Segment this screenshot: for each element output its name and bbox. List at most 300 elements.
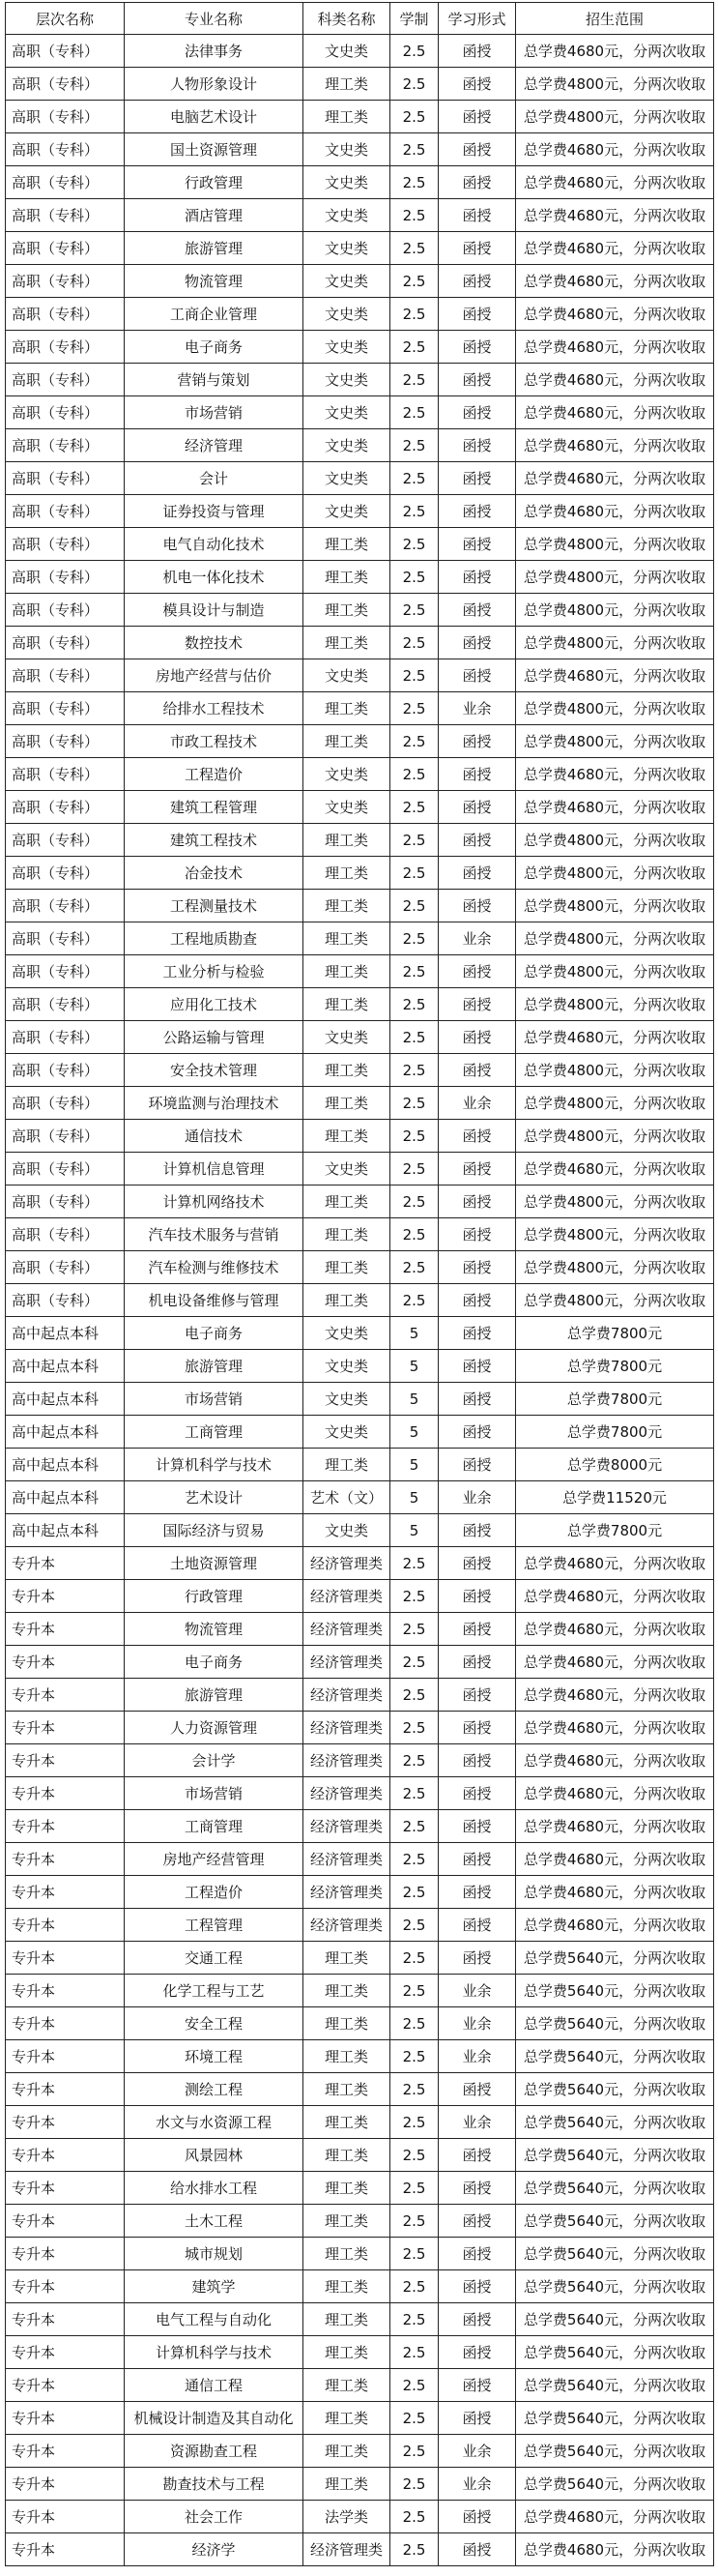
table-row	[6, 1712, 714, 1744]
cell-level: 高职（专科）	[6, 1218, 125, 1251]
cell-years: 2.5	[390, 1087, 439, 1120]
cell-major: 公路运输与管理	[125, 1021, 303, 1054]
cell-major: 经济学	[125, 2533, 303, 2566]
cell-major: 社会工作	[125, 2501, 303, 2533]
header-level: 层次名称	[6, 3, 125, 35]
cell-major: 交通工程	[125, 1942, 303, 1975]
cell-years: 2.5	[390, 68, 439, 101]
cell-scope: 总学费4680元，分两次收取	[516, 1646, 714, 1679]
table-row	[6, 1777, 714, 1810]
cell-major: 市政工程技术	[125, 725, 303, 758]
cell-level: 高职（专科）	[6, 594, 125, 627]
cell-major: 环境监测与治理技术	[125, 1087, 303, 1120]
cell-major: 勘查技术与工程	[125, 2468, 303, 2501]
cell-major: 行政管理	[125, 166, 303, 199]
cell-scope: 总学费5640元，分两次收取	[516, 2468, 714, 2501]
cell-category: 文史类	[303, 35, 390, 68]
cell-major: 人物形象设计	[125, 68, 303, 101]
cell-years: 2.5	[390, 265, 439, 298]
cell-category: 理工类	[303, 101, 390, 133]
table-row	[6, 495, 714, 528]
cell-level: 专升本	[6, 2336, 125, 2369]
cell-major: 酒店管理	[125, 199, 303, 232]
cell-major: 工程造价	[125, 1876, 303, 1909]
cell-major: 工业分析与检验	[125, 955, 303, 988]
cell-category: 经济管理类	[303, 1744, 390, 1777]
cell-scope: 总学费5640元，分两次收取	[516, 1942, 714, 1975]
cell-category: 理工类	[303, 2303, 390, 2336]
cell-major: 市场营销	[125, 1383, 303, 1416]
cell-major: 电子商务	[125, 331, 303, 364]
cell-years: 2.5	[390, 2205, 439, 2238]
cell-form: 函授	[439, 2205, 516, 2238]
cell-years: 2.5	[390, 2533, 439, 2566]
cell-level: 高职（专科）	[6, 1251, 125, 1284]
cell-scope: 总学费4800元，分两次收取	[516, 561, 714, 594]
cell-scope: 总学费4680元，分两次收取	[516, 199, 714, 232]
cell-years: 2.5	[390, 331, 439, 364]
cell-major: 工商管理	[125, 1810, 303, 1843]
cell-scope: 总学费7800元	[516, 1514, 714, 1547]
cell-major: 营销与策划	[125, 364, 303, 396]
cell-level: 专升本	[6, 2435, 125, 2468]
cell-level: 高职（专科）	[6, 232, 125, 265]
cell-form: 业余	[439, 2106, 516, 2139]
cell-form: 函授	[439, 166, 516, 199]
cell-level: 高职（专科）	[6, 1087, 125, 1120]
cell-major: 工程地质勘查	[125, 922, 303, 955]
cell-scope: 总学费5640元，分两次收取	[516, 2106, 714, 2139]
cell-level: 高职（专科）	[6, 298, 125, 331]
cell-category: 文史类	[303, 331, 390, 364]
cell-category: 经济管理类	[303, 1679, 390, 1712]
cell-years: 2.5	[390, 528, 439, 561]
cell-scope: 总学费4680元，分两次收取	[516, 265, 714, 298]
cell-form: 函授	[439, 1416, 516, 1449]
cell-years: 2.5	[390, 1547, 439, 1580]
cell-major: 建筑工程技术	[125, 824, 303, 857]
table-row	[6, 1120, 714, 1153]
cell-major: 计算机科学与技术	[125, 2336, 303, 2369]
cell-major: 土木工程	[125, 2205, 303, 2238]
cell-scope: 总学费4800元，分两次收取	[516, 627, 714, 659]
table-row	[6, 1054, 714, 1087]
cell-level: 专升本	[6, 1843, 125, 1876]
table-row	[6, 101, 714, 133]
cell-years: 2.5	[390, 725, 439, 758]
table-row	[6, 35, 714, 68]
cell-years: 2.5	[390, 1284, 439, 1317]
cell-scope: 总学费4680元，分两次收取	[516, 1021, 714, 1054]
cell-form: 函授	[439, 1777, 516, 1810]
cell-scope: 总学费4800元，分两次收取	[516, 1120, 714, 1153]
cell-years: 2.5	[390, 2468, 439, 2501]
cell-form: 函授	[439, 1613, 516, 1646]
cell-level: 高职（专科）	[6, 429, 125, 462]
cell-major: 经济管理	[125, 429, 303, 462]
cell-level: 专升本	[6, 1580, 125, 1613]
table-row	[6, 2533, 714, 2566]
cell-scope: 总学费4680元，分两次收取	[516, 659, 714, 692]
cell-scope: 总学费4800元，分两次收取	[516, 857, 714, 890]
cell-category: 文史类	[303, 298, 390, 331]
cell-level: 专升本	[6, 2073, 125, 2106]
cell-form: 函授	[439, 429, 516, 462]
cell-form: 函授	[439, 364, 516, 396]
cell-scope: 总学费8000元	[516, 1449, 714, 1481]
cell-major: 工程管理	[125, 1909, 303, 1942]
cell-major: 机械设计制造及其自动化	[125, 2402, 303, 2435]
table-row	[6, 2402, 714, 2435]
table-row	[6, 1613, 714, 1646]
table-row	[6, 1087, 714, 1120]
cell-category: 理工类	[303, 1120, 390, 1153]
cell-years: 2.5	[390, 1909, 439, 1942]
cell-major: 工商管理	[125, 1416, 303, 1449]
cell-category: 文史类	[303, 429, 390, 462]
cell-level: 高职（专科）	[6, 988, 125, 1021]
cell-major: 旅游管理	[125, 1679, 303, 1712]
table-row	[6, 2468, 714, 2501]
cell-major: 旅游管理	[125, 232, 303, 265]
cell-major: 通信工程	[125, 2369, 303, 2402]
cell-form: 函授	[439, 1054, 516, 1087]
cell-form: 函授	[439, 1350, 516, 1383]
cell-category: 理工类	[303, 2270, 390, 2303]
table-row	[6, 1679, 714, 1712]
cell-form: 函授	[439, 1218, 516, 1251]
cell-major: 计算机科学与技术	[125, 1449, 303, 1481]
cell-level: 高职（专科）	[6, 199, 125, 232]
cell-major: 测绘工程	[125, 2073, 303, 2106]
cell-form: 函授	[439, 594, 516, 627]
table-row	[6, 1021, 714, 1054]
cell-major: 建筑工程管理	[125, 791, 303, 824]
table-row	[6, 2369, 714, 2402]
table-row	[6, 1547, 714, 1580]
table-row	[6, 2435, 714, 2468]
cell-major: 市场营销	[125, 396, 303, 429]
cell-major: 会计学	[125, 1744, 303, 1777]
cell-form: 函授	[439, 1712, 516, 1744]
cell-major: 安全工程	[125, 2007, 303, 2040]
cell-major: 电子商务	[125, 1646, 303, 1679]
cell-scope: 总学费5640元，分两次收取	[516, 2238, 714, 2270]
table-row	[6, 1843, 714, 1876]
cell-major: 城市规划	[125, 2238, 303, 2270]
table-row	[6, 429, 714, 462]
cell-category: 文史类	[303, 166, 390, 199]
cell-category: 理工类	[303, 627, 390, 659]
cell-years: 2.5	[390, 824, 439, 857]
cell-scope: 总学费4680元，分两次收取	[516, 1679, 714, 1712]
cell-major: 给水排水工程	[125, 2172, 303, 2205]
cell-years: 2.5	[390, 1218, 439, 1251]
cell-major: 汽车检测与维修技术	[125, 1251, 303, 1284]
cell-years: 2.5	[390, 101, 439, 133]
cell-scope: 总学费4800元，分两次收取	[516, 1087, 714, 1120]
cell-major: 安全技术管理	[125, 1054, 303, 1087]
cell-form: 函授	[439, 1317, 516, 1350]
cell-scope: 总学费4800元，分两次收取	[516, 1054, 714, 1087]
cell-years: 2.5	[390, 857, 439, 890]
cell-scope: 总学费5640元，分两次收取	[516, 2205, 714, 2238]
cell-major: 电气工程与自动化	[125, 2303, 303, 2336]
cell-category: 文史类	[303, 199, 390, 232]
cell-years: 2.5	[390, 1876, 439, 1909]
cell-scope: 总学费4680元，分两次收取	[516, 1744, 714, 1777]
cell-years: 2.5	[390, 890, 439, 922]
cell-form: 函授	[439, 2369, 516, 2402]
cell-level: 高职（专科）	[6, 364, 125, 396]
cell-scope: 总学费4800元，分两次收取	[516, 692, 714, 725]
cell-category: 理工类	[303, 68, 390, 101]
cell-major: 工商企业管理	[125, 298, 303, 331]
cell-form: 函授	[439, 2172, 516, 2205]
cell-form: 函授	[439, 101, 516, 133]
table-row	[6, 68, 714, 101]
cell-major: 市场营销	[125, 1777, 303, 1810]
table-row	[6, 1580, 714, 1613]
cell-years: 2.5	[390, 1580, 439, 1613]
table-row	[6, 2336, 714, 2369]
cell-category: 文史类	[303, 1021, 390, 1054]
cell-form: 函授	[439, 2402, 516, 2435]
cell-level: 专升本	[6, 2205, 125, 2238]
cell-years: 5	[390, 1350, 439, 1383]
table-row	[6, 1218, 714, 1251]
cell-level: 高职（专科）	[6, 462, 125, 495]
cell-major: 模具设计与制造	[125, 594, 303, 627]
cell-form: 函授	[439, 1251, 516, 1284]
cell-category: 理工类	[303, 2369, 390, 2402]
cell-years: 2.5	[390, 462, 439, 495]
cell-level: 高中起点本科	[6, 1481, 125, 1514]
cell-form: 函授	[439, 1547, 516, 1580]
cell-category: 理工类	[303, 2205, 390, 2238]
cell-scope: 总学费4680元，分两次收取	[516, 396, 714, 429]
table-row	[6, 199, 714, 232]
cell-category: 理工类	[303, 692, 390, 725]
cell-major: 艺术设计	[125, 1481, 303, 1514]
cell-level: 专升本	[6, 2007, 125, 2040]
cell-scope: 总学费4680元，分两次收取	[516, 133, 714, 166]
cell-scope: 总学费5640元，分两次收取	[516, 2402, 714, 2435]
cell-scope: 总学费7800元	[516, 1317, 714, 1350]
cell-form: 函授	[439, 1679, 516, 1712]
cell-level: 高职（专科）	[6, 331, 125, 364]
table-row	[6, 824, 714, 857]
cell-category: 经济管理类	[303, 1547, 390, 1580]
cell-form: 业余	[439, 692, 516, 725]
table-row	[6, 1383, 714, 1416]
table-row	[6, 133, 714, 166]
cell-years: 2.5	[390, 364, 439, 396]
cell-major: 计算机网络技术	[125, 1186, 303, 1218]
cell-years: 2.5	[390, 1153, 439, 1186]
cell-years: 2.5	[390, 1810, 439, 1843]
cell-scope: 总学费5640元，分两次收取	[516, 2435, 714, 2468]
cell-scope: 总学费4680元，分两次收取	[516, 331, 714, 364]
cell-level: 高职（专科）	[6, 758, 125, 791]
cell-category: 理工类	[303, 528, 390, 561]
cell-form: 函授	[439, 1449, 516, 1481]
cell-level: 高职（专科）	[6, 1120, 125, 1153]
cell-form: 函授	[439, 1744, 516, 1777]
cell-years: 2.5	[390, 396, 439, 429]
cell-form: 函授	[439, 725, 516, 758]
cell-level: 高职（专科）	[6, 396, 125, 429]
cell-level: 高职（专科）	[6, 1186, 125, 1218]
cell-level: 高职（专科）	[6, 495, 125, 528]
cell-level: 高中起点本科	[6, 1449, 125, 1481]
cell-form: 函授	[439, 1909, 516, 1942]
cell-form: 函授	[439, 1942, 516, 1975]
cell-category: 理工类	[303, 857, 390, 890]
cell-category: 文史类	[303, 1317, 390, 1350]
cell-category: 理工类	[303, 2007, 390, 2040]
cell-scope: 总学费4680元，分两次收取	[516, 791, 714, 824]
cell-major: 旅游管理	[125, 1350, 303, 1383]
cell-major: 计算机信息管理	[125, 1153, 303, 1186]
table-row	[6, 1514, 714, 1547]
cell-level: 高职（专科）	[6, 1284, 125, 1317]
cell-years: 2.5	[390, 133, 439, 166]
cell-years: 2.5	[390, 2238, 439, 2270]
cell-years: 2.5	[390, 298, 439, 331]
table-row	[6, 2040, 714, 2073]
table-row	[6, 758, 714, 791]
cell-scope: 总学费4800元，分两次收取	[516, 725, 714, 758]
cell-form: 函授	[439, 68, 516, 101]
cell-category: 理工类	[303, 1942, 390, 1975]
cell-form: 函授	[439, 2303, 516, 2336]
cell-major: 资源勘查工程	[125, 2435, 303, 2468]
table-row	[6, 2205, 714, 2238]
table-row	[6, 364, 714, 396]
cell-scope: 总学费5640元，分两次收取	[516, 1975, 714, 2007]
cell-scope: 总学费4680元，分两次收取	[516, 166, 714, 199]
table-row	[6, 2106, 714, 2139]
cell-level: 高职（专科）	[6, 692, 125, 725]
cell-level: 高中起点本科	[6, 1317, 125, 1350]
table-row	[6, 1646, 714, 1679]
cell-category: 文史类	[303, 462, 390, 495]
table-row	[6, 1416, 714, 1449]
cell-category: 文史类	[303, 659, 390, 692]
cell-form: 函授	[439, 1284, 516, 1317]
cell-scope: 总学费5640元，分两次收取	[516, 2303, 714, 2336]
cell-scope: 总学费4680元，分两次收取	[516, 1153, 714, 1186]
cell-level: 专升本	[6, 2501, 125, 2533]
cell-years: 2.5	[390, 791, 439, 824]
cell-level: 高职（专科）	[6, 659, 125, 692]
cell-scope: 总学费4680元，分两次收取	[516, 35, 714, 68]
table-row	[6, 1909, 714, 1942]
cell-category: 理工类	[303, 1218, 390, 1251]
cell-form: 业余	[439, 2007, 516, 2040]
table-row	[6, 1810, 714, 1843]
cell-form: 函授	[439, 758, 516, 791]
cell-level: 专升本	[6, 2270, 125, 2303]
cell-years: 2.5	[390, 2172, 439, 2205]
table-row	[6, 1186, 714, 1218]
cell-major: 工程测量技术	[125, 890, 303, 922]
cell-level: 高职（专科）	[6, 890, 125, 922]
table-row	[6, 561, 714, 594]
cell-form: 函授	[439, 1810, 516, 1843]
cell-years: 2.5	[390, 1744, 439, 1777]
table-row	[6, 462, 714, 495]
table-row	[6, 1449, 714, 1481]
cell-category: 理工类	[303, 2336, 390, 2369]
cell-category: 经济管理类	[303, 1777, 390, 1810]
cell-years: 2.5	[390, 199, 439, 232]
table-row	[6, 2303, 714, 2336]
cell-level: 专升本	[6, 1547, 125, 1580]
cell-level: 专升本	[6, 2172, 125, 2205]
cell-years: 2.5	[390, 35, 439, 68]
cell-category: 理工类	[303, 1186, 390, 1218]
table-row	[6, 2238, 714, 2270]
cell-level: 高职（专科）	[6, 133, 125, 166]
cell-category: 理工类	[303, 955, 390, 988]
cell-form: 函授	[439, 232, 516, 265]
cell-years: 5	[390, 1449, 439, 1481]
cell-major: 证券投资与管理	[125, 495, 303, 528]
cell-form: 函授	[439, 35, 516, 68]
cell-years: 2.5	[390, 232, 439, 265]
table-row	[6, 331, 714, 364]
cell-scope: 总学费4680元，分两次收取	[516, 758, 714, 791]
cell-years: 2.5	[390, 2369, 439, 2402]
table-row	[6, 2007, 714, 2040]
cell-level: 专升本	[6, 1777, 125, 1810]
cell-category: 理工类	[303, 594, 390, 627]
cell-form: 函授	[439, 1383, 516, 1416]
table-row	[6, 396, 714, 429]
cell-scope: 总学费4800元，分两次收取	[516, 594, 714, 627]
cell-scope: 总学费4800元，分两次收取	[516, 988, 714, 1021]
cell-years: 5	[390, 1481, 439, 1514]
cell-scope: 总学费4800元，分两次收取	[516, 528, 714, 561]
cell-category: 文史类	[303, 1383, 390, 1416]
cell-years: 2.5	[390, 166, 439, 199]
cell-level: 高职（专科）	[6, 68, 125, 101]
cell-scope: 总学费5640元，分两次收取	[516, 2139, 714, 2172]
cell-level: 专升本	[6, 2533, 125, 2566]
table-row	[6, 857, 714, 890]
cell-scope: 总学费4800元，分两次收取	[516, 1251, 714, 1284]
cell-category: 理工类	[303, 725, 390, 758]
cell-level: 专升本	[6, 1613, 125, 1646]
cell-category: 文史类	[303, 791, 390, 824]
cell-years: 2.5	[390, 2106, 439, 2139]
cell-years: 2.5	[390, 922, 439, 955]
cell-level: 专升本	[6, 2238, 125, 2270]
cell-category: 经济管理类	[303, 1843, 390, 1876]
cell-category: 文史类	[303, 364, 390, 396]
cell-scope: 总学费4680元，分两次收取	[516, 1909, 714, 1942]
table-row	[6, 659, 714, 692]
header-scope: 招生范围	[516, 3, 714, 35]
cell-category: 经济管理类	[303, 1712, 390, 1744]
cell-form: 业余	[439, 1481, 516, 1514]
cell-category: 艺术（文）	[303, 1481, 390, 1514]
cell-scope: 总学费4800元，分两次收取	[516, 922, 714, 955]
cell-form: 函授	[439, 1646, 516, 1679]
cell-category: 理工类	[303, 2040, 390, 2073]
